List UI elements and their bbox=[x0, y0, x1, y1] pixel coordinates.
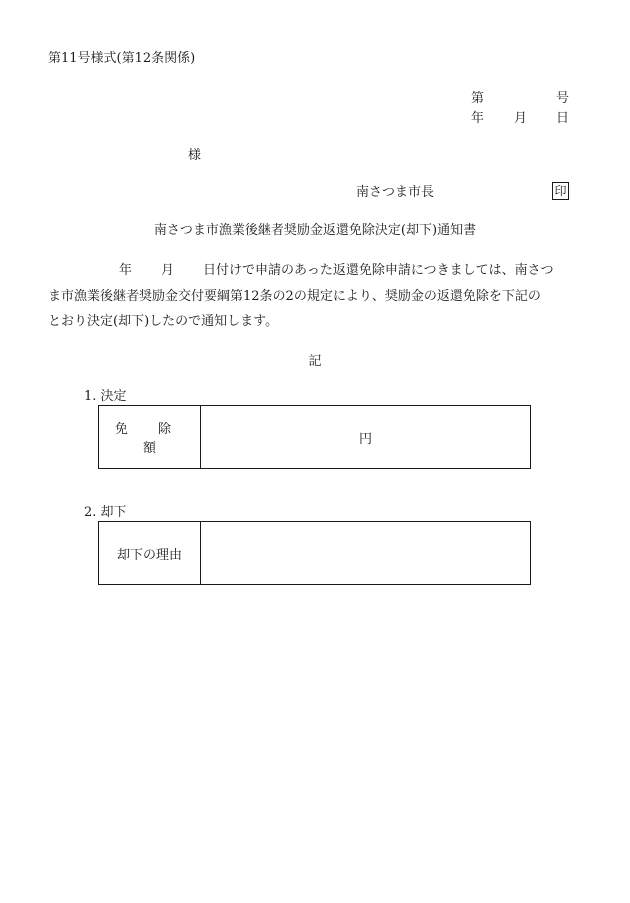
section-rejection-heading: 2. 却下 bbox=[84, 505, 127, 520]
exemption-amount-unit: 円 bbox=[358, 431, 372, 447]
date-day-label: 日 bbox=[556, 111, 570, 126]
seal-stamp: 印 bbox=[552, 182, 569, 200]
table-row bbox=[99, 406, 531, 469]
rejection-table bbox=[98, 521, 531, 585]
rejection-reason-value-cell bbox=[201, 522, 531, 585]
exemption-amount-label: 免 除 額 bbox=[114, 422, 185, 456]
section-decision-heading: 1. 決定 bbox=[84, 389, 127, 404]
form-number: 第11号様式(第12条関係) bbox=[48, 51, 196, 66]
body-line-1: 日付けで申請のあった返還免除申請につきましては、南さつ bbox=[203, 263, 554, 278]
rejection-reason-label: 却下の理由 bbox=[116, 547, 182, 563]
exemption-amount-value-cell bbox=[201, 406, 531, 469]
table-row bbox=[99, 522, 531, 585]
document-number-suffix: 号 bbox=[556, 91, 570, 106]
date-year-label: 年 bbox=[471, 111, 485, 126]
recipient-honorific: 様 bbox=[188, 148, 202, 163]
ki-marker: 記 bbox=[308, 354, 322, 369]
issuer-name: 南さつま市長 bbox=[356, 185, 435, 200]
rejection-reason-label-cell bbox=[99, 522, 201, 585]
document-title: 南さつま市漁業後継者奨励金返還免除決定(却下)通知書 bbox=[153, 223, 477, 238]
document-number-prefix: 第 bbox=[471, 91, 485, 106]
body-year-label: 年 bbox=[119, 263, 133, 278]
body-month-label: 月 bbox=[161, 263, 175, 278]
body-line-3: とおり決定(却下)したので通知します。 bbox=[48, 314, 279, 329]
decision-table bbox=[98, 405, 531, 469]
body-line-2: ま市漁業後継者奨励金交付要綱第12条の2の規定により、奨励金の返還免除を下記の bbox=[48, 289, 541, 304]
exemption-amount-label-cell bbox=[99, 406, 201, 469]
date-month-label: 月 bbox=[514, 111, 528, 126]
